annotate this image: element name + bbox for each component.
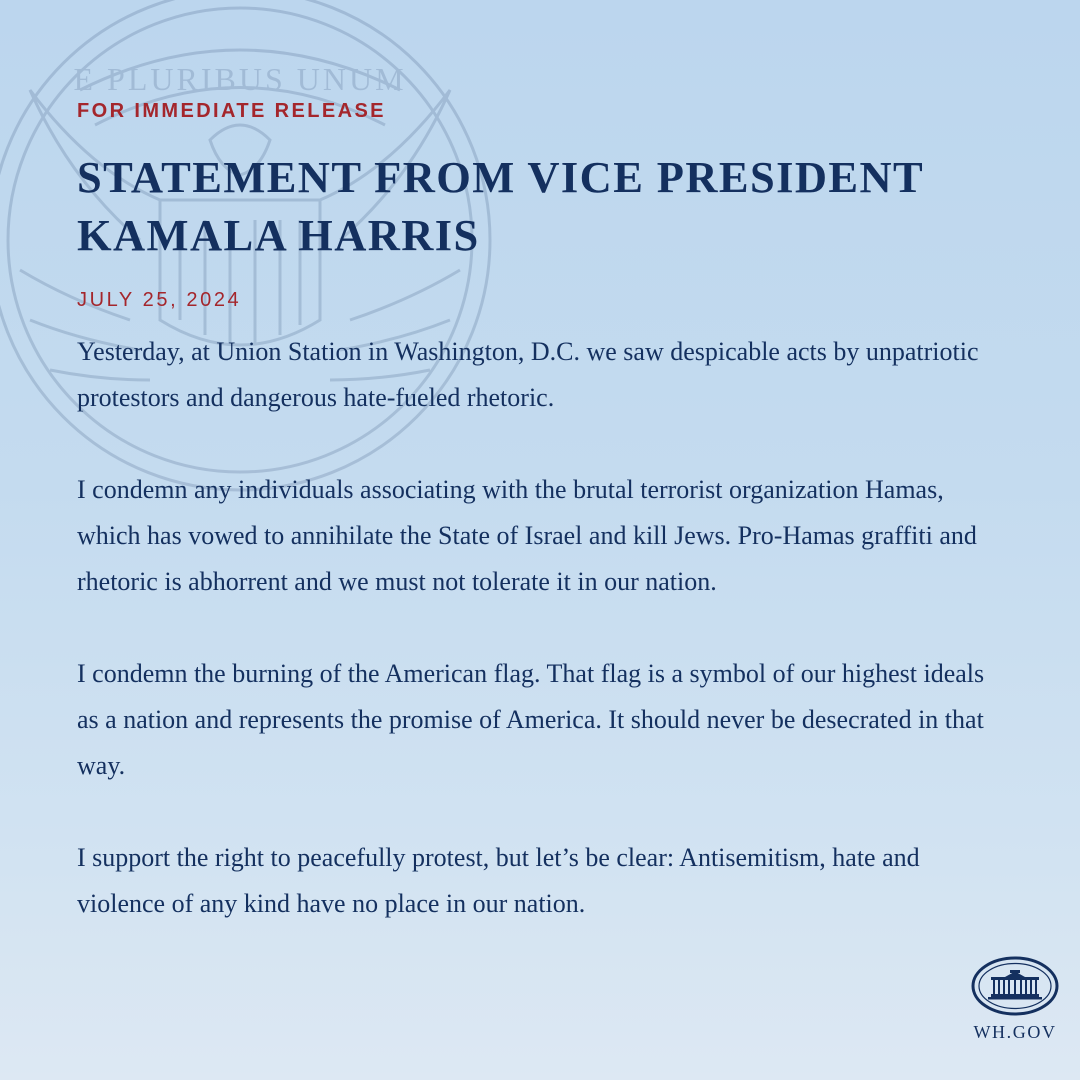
title-line-2: KAMALA HARRIS [77,210,480,260]
paragraph-3: I condemn the burning of the American flag. That flag is a symbol of our highest ideals as a nation and represents the promise of America. It should never be desecrated in that way. [77,659,985,780]
statement-body [77,329,1007,927]
paragraph-2: I condemn any individuals associating with the brutal terrorist organization Hamas, which has vowed to annihilate the State of Israel and kill Jews. Pro-Hamas graffiti and rhetoric is abhorrent and we must not tolerate it in our nation. [77,475,977,596]
release-kicker: FOR IMMEDIATE RELEASE [77,100,386,122]
paragraph-4: I support the right to peacefully protest, but let’s be clear: Antisemitism, hate and violence of any kind have no place in our nation. [77,843,920,918]
seal-motto: E PLURIBUS UNUM [73,61,407,97]
wh-gov-logo [965,956,1065,1043]
page-title [77,148,1007,264]
title-line-1: STATEMENT FROM VICE PRESIDENT [77,152,925,202]
press-release [77,96,1007,927]
wh-gov-text: WH.GOV [973,1022,1057,1042]
white-house-icon [971,956,1059,1016]
release-date: JULY 25, 2024 [77,289,242,311]
paragraph-1: Yesterday, at Union Station in Washington, D.C. we saw despicable acts by unpatriotic protestors and dangerous hate-fueled rhetoric. [77,337,979,412]
